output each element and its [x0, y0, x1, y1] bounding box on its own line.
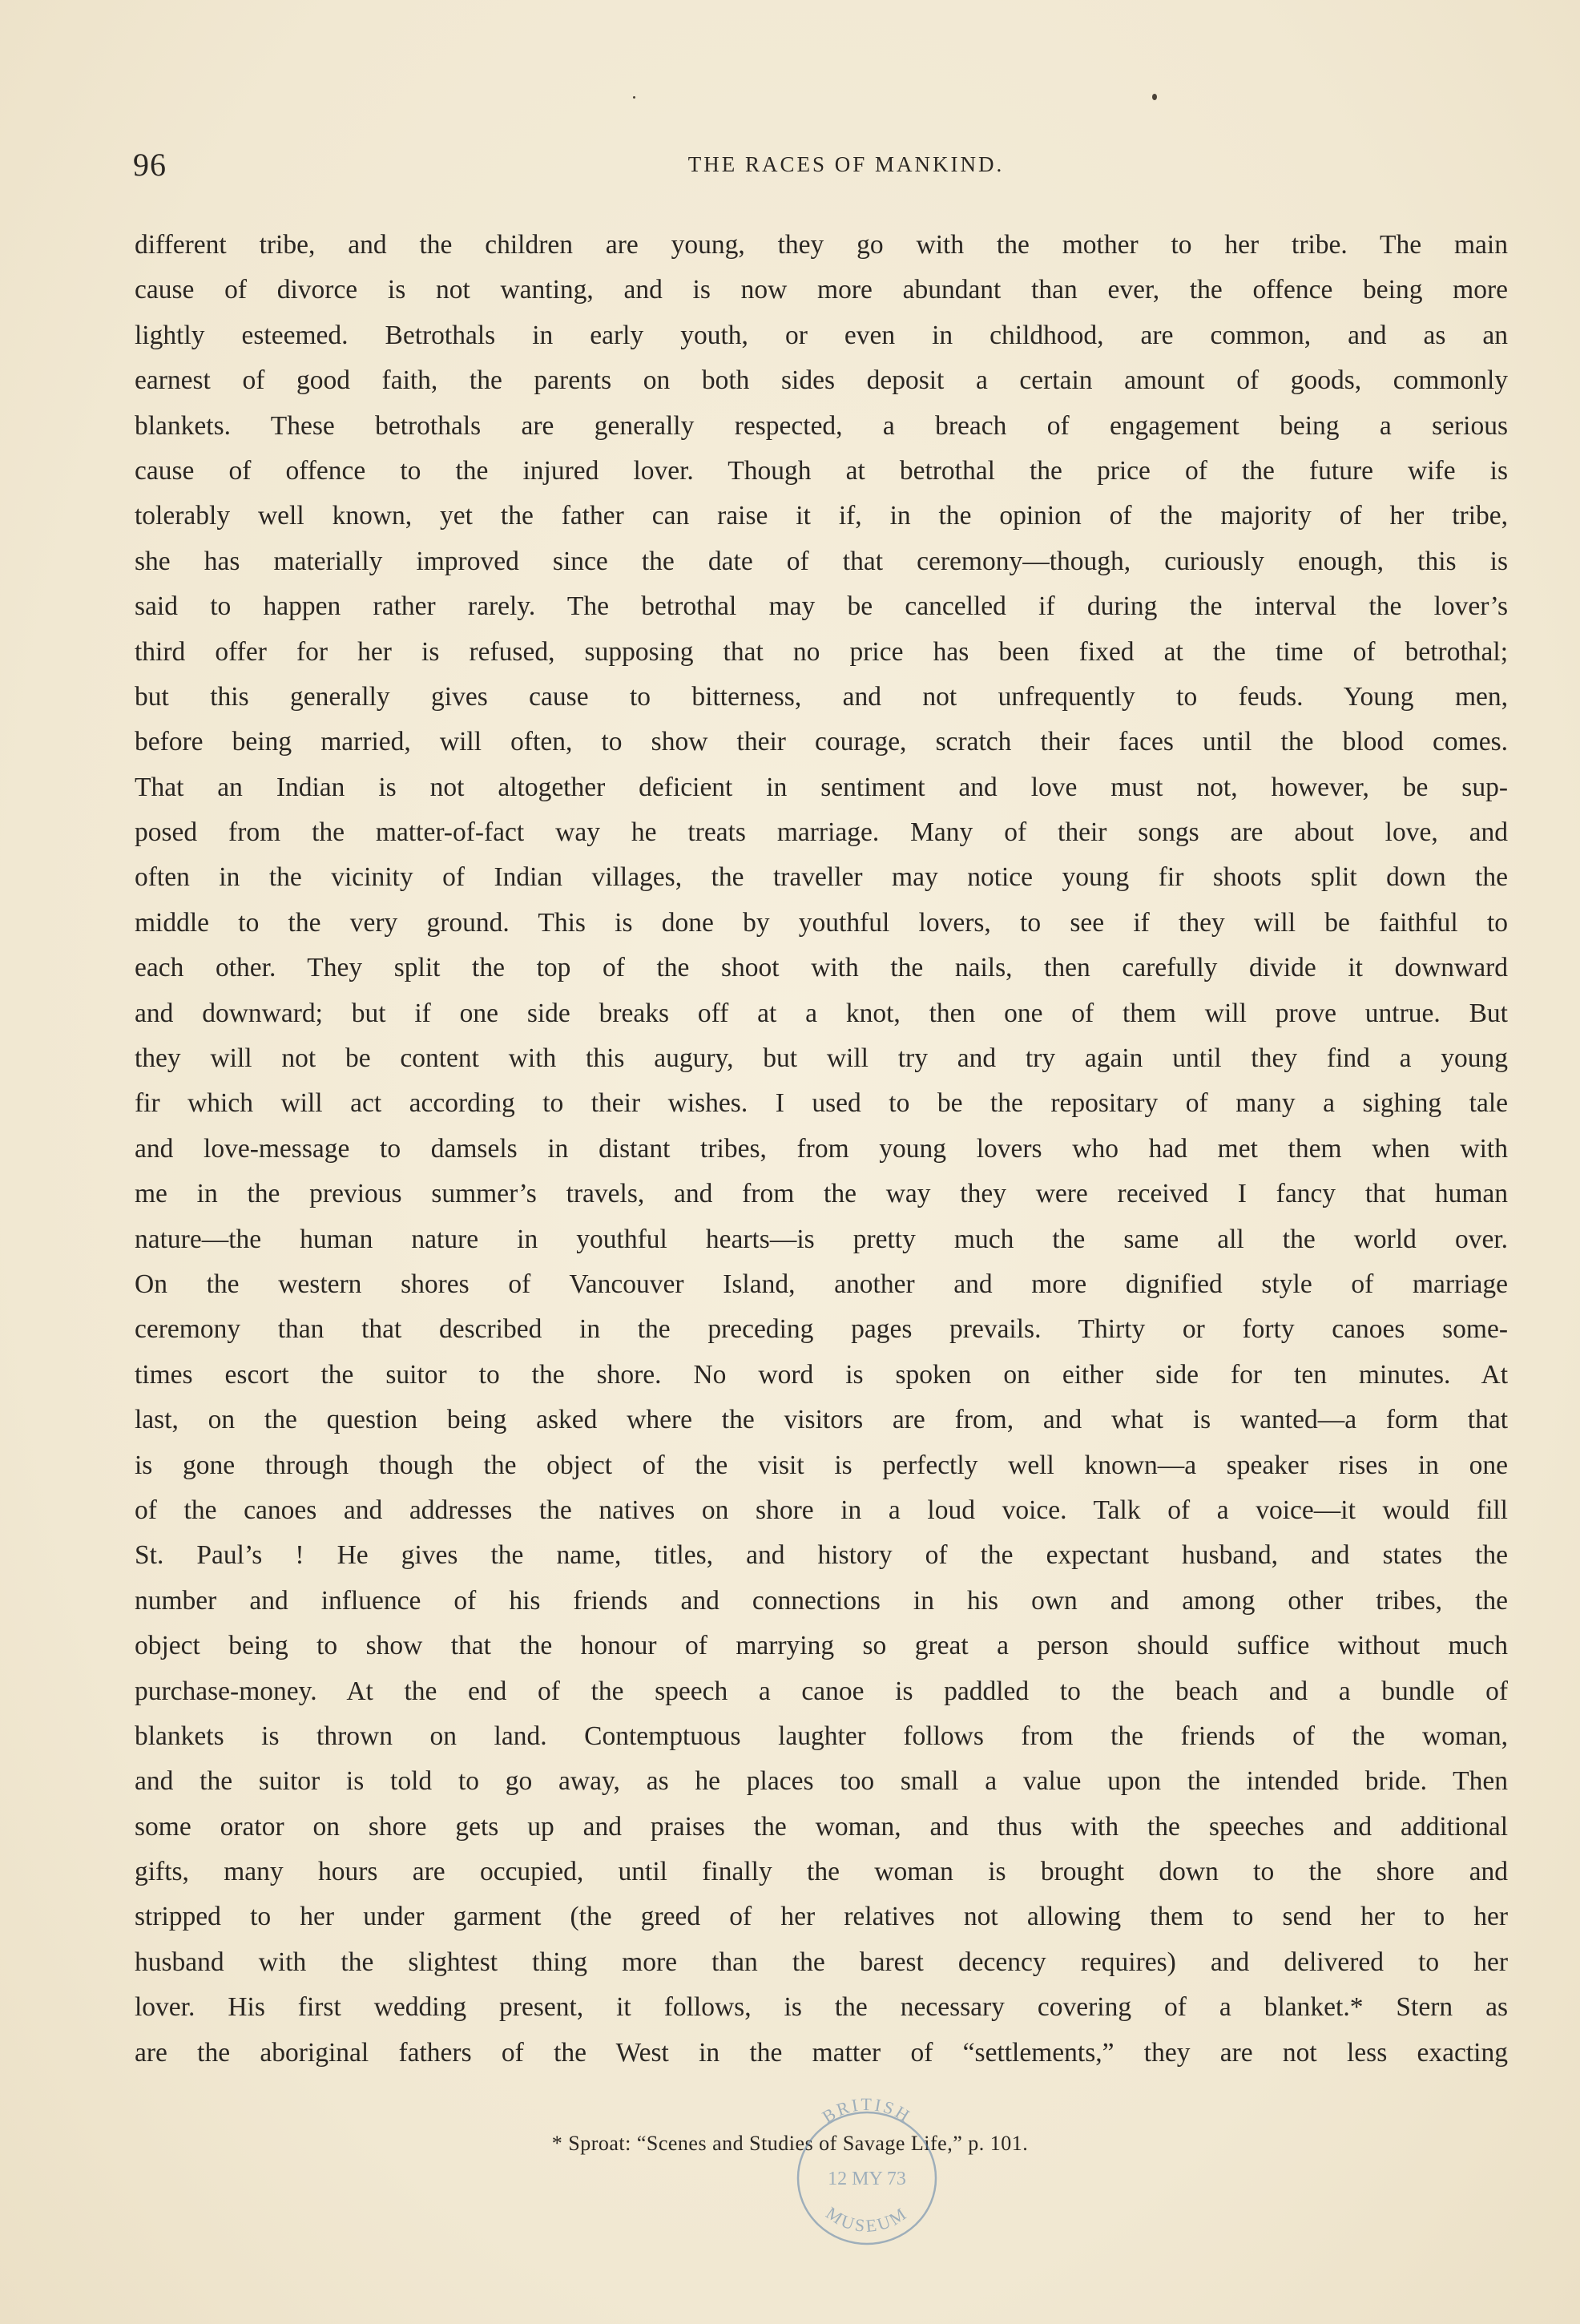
text-line: ceremony than that described in the preceding pages prevails. Thirty or forty canoes some-: [135, 1314, 1508, 1345]
text-line: last, on the question being asked where the visitors are from, and what is wanted—a form that: [135, 1405, 1508, 1435]
text-line: often in the vicinity of Indian villages, the traveller may notice young fir shoots split down the: [135, 862, 1508, 893]
text-line: and love-message to damsels in distant tribes, from young lovers who had met them when with: [135, 1133, 1508, 1164]
text-line: gifts, many hours are occupied, until finally the woman is brought down to the shore and: [135, 1857, 1508, 1887]
text-line: That an Indian is not altogether deficient in sentiment and love must not, however, be sup-: [135, 772, 1508, 802]
stamp-top-text: BRITISH: [818, 2098, 916, 2127]
text-line: blankets. These betrothals are generally respected, a breach of engagement being a serious: [135, 410, 1508, 441]
ink-speck: [633, 96, 635, 99]
text-line: stripped to her under garment (the greed of her relatives not allowing them to send her to her: [135, 1902, 1508, 1932]
page-number: 96: [133, 147, 167, 183]
text-line: of the canoes and addresses the natives on shore in a loud voice. Talk of a voice—it would fill: [135, 1495, 1508, 1525]
text-line: they will not be content with this augury, but will try and try again until they find a young: [135, 1043, 1508, 1074]
text-line: tolerably well known, yet the father can raise it if, in the opinion of the majority of her tribe,: [135, 501, 1508, 531]
text-line: husband with the slightest thing more than the barest decency requires) and delivered to her: [135, 1947, 1508, 1977]
text-line: fir which will act according to their wishes. I used to be the repositary of many a sighing tale: [135, 1088, 1508, 1119]
body-text: [135, 223, 1508, 2076]
text-line: lover. His first wedding present, it follows, is the necessary covering of a blanket.* Stern as: [135, 1992, 1508, 2023]
stamp-date: 12 MY 73: [828, 2169, 906, 2189]
text-line: me in the previous summer’s travels, and from the way they were received I fancy that human: [135, 1179, 1508, 1209]
footnote: * Sproat: “Scenes and Studies of Savage Life,” p. 101.: [551, 2132, 1029, 2155]
text-line: posed from the matter-of-fact way he treats marriage. Many of their songs are about love, and: [135, 817, 1508, 848]
text-line: purchase-money. At the end of the speech a canoe is paddled to the beach and a bundle of: [135, 1676, 1508, 1706]
text-line: cause of divorce is not wanting, and is now more abundant than ever, the offence being more: [135, 275, 1508, 305]
text-line: and the suitor is told to go away, as he places too small a value upon the intended bride. Then: [135, 1766, 1508, 1797]
text-line: On the western shores of Vancouver Island, another and more dignified style of marriage: [135, 1269, 1508, 1299]
running-head: THE RACES OF MANKIND.: [687, 152, 1005, 176]
text-line: cause of offence to the injured lover. Though at betrothal the price of the future wife is: [135, 455, 1508, 486]
text-line: third offer for her is refused, supposing that no price has been fixed at the time of betrothal;: [135, 636, 1508, 667]
ink-speck: [1152, 94, 1157, 100]
page-header: [133, 146, 1511, 194]
text-line: times escort the suitor to the shore. No word is spoken on either side for ten minutes. At: [135, 1359, 1508, 1390]
text-line: she has materially improved since the date of that ceremony—though, curiously enough, this is: [135, 546, 1508, 576]
text-line: earnest of good faith, the parents on both sides deposit a certain amount of goods, commonly: [135, 365, 1508, 396]
text-line: some orator on shore gets up and praises the woman, and thus with the speeches and additional: [135, 1811, 1508, 1842]
museum-stamp: [771, 2098, 963, 2250]
text-line: lightly esteemed. Betrothals in early youth, or even in childhood, are common, and as an: [135, 320, 1508, 350]
text-line: and downward; but if one side breaks off at a knot, then one of them will prove untrue. But: [135, 998, 1508, 1028]
text-line: but this generally gives cause to bitterness, and not unfrequently to feuds. Young men,: [135, 681, 1508, 712]
text-line: number and influence of his friends and connections in his own and among other tribes, the: [135, 1585, 1508, 1616]
text-line: middle to the very ground. This is done by youthful lovers, to see if they will be faithful to: [135, 907, 1508, 938]
text-line: said to happen rather rarely. The betrothal may be cancelled if during the interval the lover’s: [135, 591, 1508, 622]
text-line: each other. They split the top of the shoot with the nails, then carefully divide it downward: [135, 953, 1508, 983]
text-line: is gone through though the object of the visit is perfectly well known—a speaker rises in one: [135, 1450, 1508, 1480]
text-line: different tribe, and the children are young, they go with the mother to her tribe. The main: [135, 230, 1508, 260]
text-line: before being married, will often, to show their courage, scratch their faces until the blood comes.: [135, 727, 1508, 757]
text-line: nature—the human nature in youthful hearts—is pretty much the same all the world over.: [135, 1224, 1508, 1254]
stamp-bottom-text: MUSEUM: [822, 2202, 912, 2236]
text-line: St. Paul’s ! He gives the name, titles, and history of the expectant husband, and states the: [135, 1540, 1508, 1571]
text-line: blankets is thrown on land. Contemptuous laughter follows from the friends of the woman,: [135, 1721, 1508, 1751]
text-line: object being to show that the honour of marrying so great a person should suffice without much: [135, 1631, 1508, 1661]
text-line: are the aboriginal fathers of the West in the matter of “settlements,” they are not less exacting: [135, 2037, 1508, 2068]
